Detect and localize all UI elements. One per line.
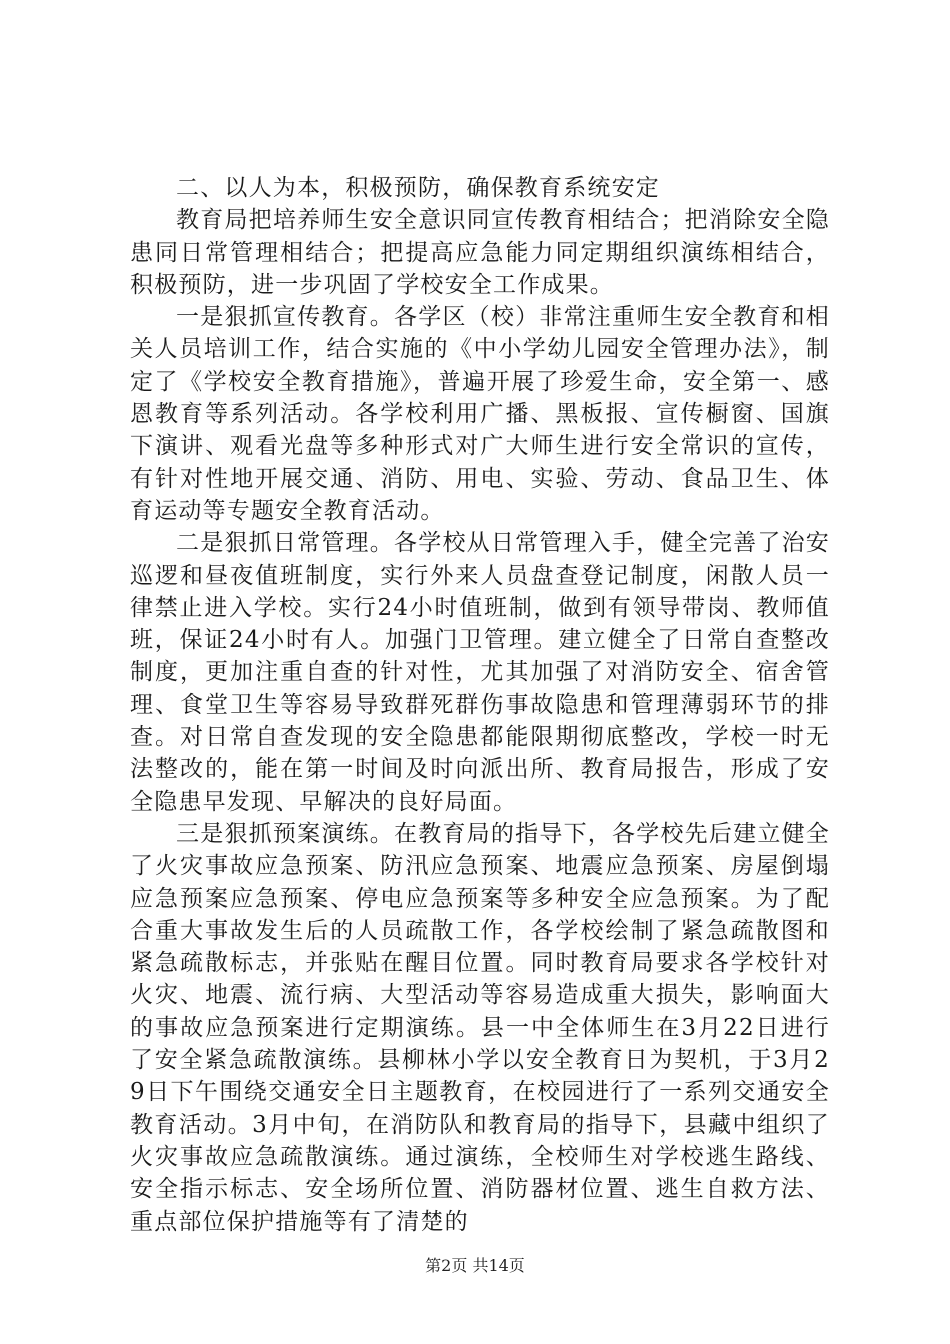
document-body bbox=[130, 172, 830, 1238]
publicity-education-paragraph: 一是狠抓宣传教育。各学区（校）非常注重师生安全教育和相关人员培训工作，结合实施的《中小学幼儿园安全管理办法》，制定了《学校安全教育措施》，普遍开展了珍爱生命，安全第一、感恩教育等系列活动。各学校利用广播、黑板报、宣传橱窗、国旗下演讲、观看光盘等多种形式对广大师生进行安全常识的宣传，有针对性地开展交通、消防、用电、实验、劳动、食品卫生、体育运动等专题安全教育活动。 bbox=[130, 304, 830, 524]
page-number-label: 第2页 共14页 bbox=[425, 1256, 525, 1275]
drill-plan-paragraph: 三是狠抓预案演练。在教育局的指导下，各学校先后建立健全了火灾事故应急预案、防汛应急预案、地震应急预案、房屋倒塌应急预案应急预案、停电应急预案等多种安全应急预案。为了配合重大事故发生后的人员疏散工作，各学校绘制了紧急疏散图和紧急疏散标志，并张贴在醒目位置。同时教育局要求各学校针对火灾、地震、流行病、大型活动等容易造成重大损失，影响面大的事故应急预案进行定期演练。县一中全体师生在3月22日进行了安全紧急疏散演练。县柳林小学以安全教育日为契机，于3月29日下午围绕交通安全日主题教育，在校园进行了一系列交通安全教育活动。3月中旬，在消防队和教育局的指导下，县藏中组织了火灾事故应急疏散演练。通过演练，全校师生对学校逃生路线、安全指示标志、安全场所位置、消防器材位置、逃生自救方法、重点部位保护措施等有了清楚的 bbox=[130, 820, 830, 1235]
section-heading: 二、以人为本，积极预防，确保教育系统安定 bbox=[176, 175, 660, 201]
page-footer bbox=[0, 1256, 950, 1276]
intro-paragraph: 教育局把培养师生安全意识同宣传教育相结合；把消除安全隐患同日常管理相结合；把提高应急能力同定期组织演练相结合，积极预防，进一步巩固了学校安全工作成果。 bbox=[130, 207, 830, 298]
daily-management-paragraph: 二是狠抓日常管理。各学校从日常管理入手，健全完善了治安巡逻和昼夜值班制度，实行外来人员盘查登记制度，闲散人员一律禁止进入学校。实行24小时值班制，做到有领导带岗、教师值班，保证24小时有人。加强门卫管理。建立健全了日常自查整改制度，更加注重自查的针对性，尤其加强了对消防安全、宿舍管理、食堂卫生等容易导致群死群伤事故隐患和管理薄弱环节的排查。对日常自查发现的安全隐患都能限期彻底整改，学校一时无法整改的，能在第一时间及时向派出所、教育局报告，形成了安全隐患早发现、早解决的良好局面。 bbox=[130, 530, 830, 815]
